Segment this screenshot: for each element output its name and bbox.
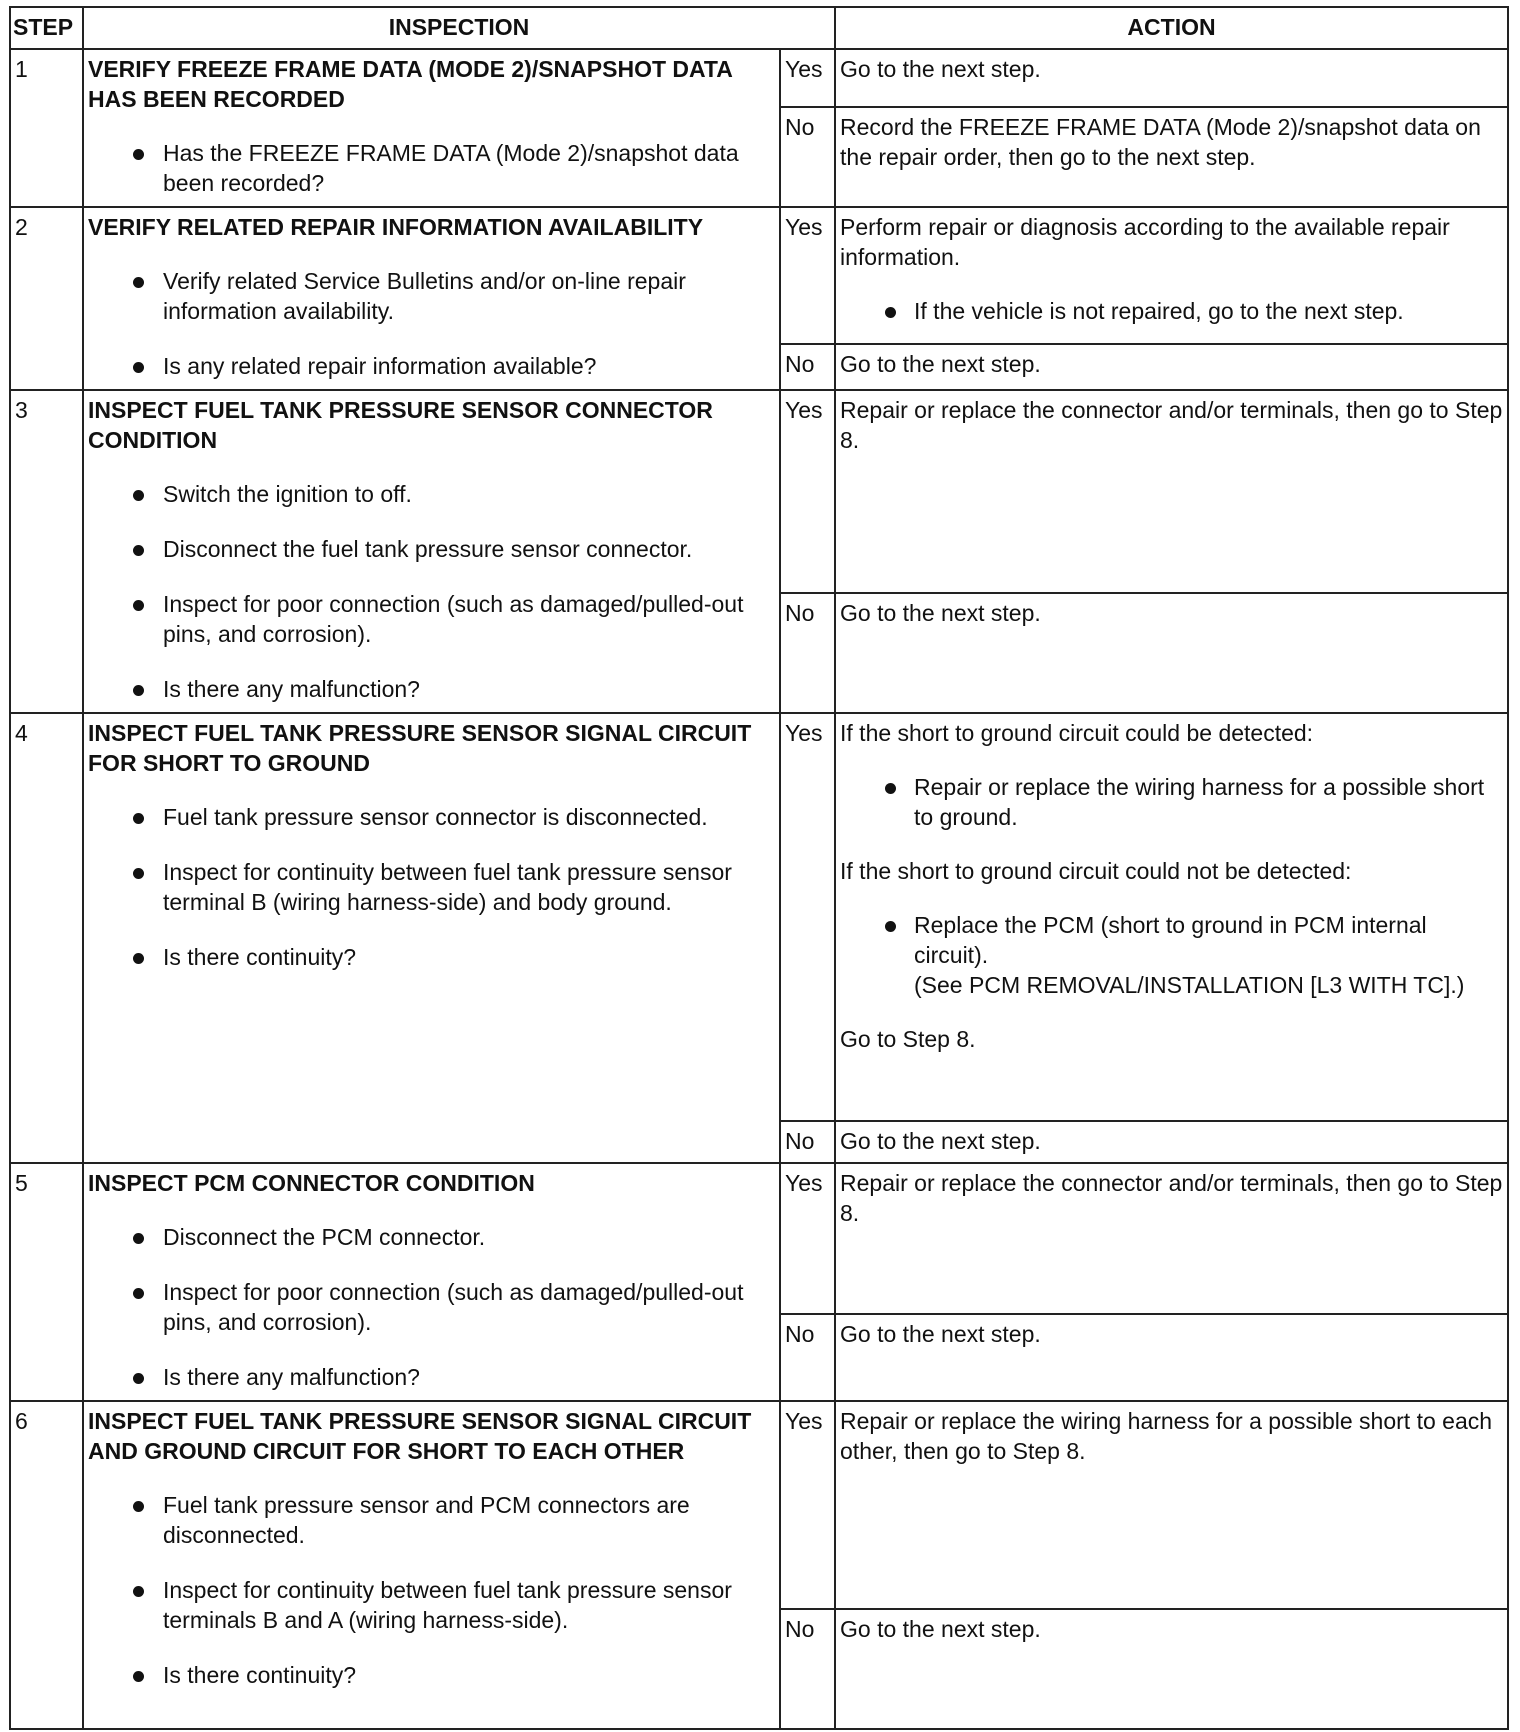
no-label: No xyxy=(780,344,835,390)
no-label: No xyxy=(780,107,835,207)
yes-action: Go to the next step. xyxy=(835,49,1508,107)
inspection-cell xyxy=(83,1401,780,1729)
yes-action: Repair or replace the wiring harness for a possible short to each other, then go to Step 8. xyxy=(835,1401,1508,1609)
no-action: Go to the next step. xyxy=(835,1314,1508,1401)
no-label: No xyxy=(780,1314,835,1401)
yes-action: Repair or replace the connector and/or terminals, then go to Step 8. xyxy=(835,390,1508,593)
header-inspection: INSPECTION xyxy=(83,7,835,49)
header-step: STEP xyxy=(10,7,83,49)
inspection-list xyxy=(88,1490,775,1690)
inspection-item: Fuel tank pressure sensor connector is disconnected. xyxy=(88,802,775,832)
no-action: Go to the next step. xyxy=(835,1609,1508,1729)
step-row xyxy=(10,1163,1508,1314)
inspection-list xyxy=(88,138,775,198)
inspection-item: Has the FREEZE FRAME DATA (Mode 2)/snapshot data been recorded? xyxy=(88,138,775,198)
inspection-item: Inspect for poor connection (such as damaged/pulled-out pins, and corrosion). xyxy=(88,589,775,649)
step-number: 2 xyxy=(10,207,83,390)
inspection-item: Inspect for continuity between fuel tank pressure sensor terminals B and A (wiring harness-side). xyxy=(88,1575,775,1635)
inspection-item: Is any related repair information available? xyxy=(88,351,775,381)
inspection-title: INSPECT PCM CONNECTOR CONDITION xyxy=(88,1170,535,1196)
no-label: No xyxy=(780,1121,835,1163)
yes-action xyxy=(835,713,1508,1121)
inspection-title: VERIFY RELATED REPAIR INFORMATION AVAILABILITY xyxy=(88,214,704,240)
yes-detected-text: If the short to ground circuit could be detected: xyxy=(840,720,1314,746)
yes-action: Repair or replace the connector and/or terminals, then go to Step 8. xyxy=(835,1163,1508,1314)
yes-action-item: If the vehicle is not repaired, go to the next step. xyxy=(840,296,1503,326)
inspection-list xyxy=(88,266,775,381)
step-number: 3 xyxy=(10,390,83,713)
inspection-cell xyxy=(83,1163,780,1401)
yes-not-detected-list xyxy=(840,910,1503,970)
inspection-list xyxy=(88,802,775,972)
inspection-item: Switch the ignition to off. xyxy=(88,479,775,509)
inspection-item: Fuel tank pressure sensor and PCM connectors are disconnected. xyxy=(88,1490,775,1550)
inspection-title: INSPECT FUEL TANK PRESSURE SENSOR CONNECTOR CONDITION xyxy=(88,397,713,453)
step-row xyxy=(10,1401,1508,1609)
inspection-cell xyxy=(83,207,780,390)
yes-detected-list xyxy=(840,772,1503,832)
header-action: ACTION xyxy=(835,7,1508,49)
yes-goto: Go to Step 8. xyxy=(840,1026,976,1052)
step-number: 6 xyxy=(10,1401,83,1729)
inspection-cell xyxy=(83,713,780,1163)
inspection-list xyxy=(88,1222,775,1392)
inspection-item: Verify related Service Bulletins and/or on-line repair information availability. xyxy=(88,266,775,326)
yes-label: Yes xyxy=(780,1163,835,1314)
step-number: 4 xyxy=(10,713,83,1163)
step-row xyxy=(10,49,1508,107)
inspection-item: Is there any malfunction? xyxy=(88,1362,775,1392)
header-row xyxy=(10,7,1508,49)
yes-action xyxy=(835,207,1508,344)
inspection-cell xyxy=(83,390,780,713)
no-label: No xyxy=(780,593,835,713)
inspection-item: Is there continuity? xyxy=(88,1660,775,1690)
yes-not-detected-text: If the short to ground circuit could not be detected: xyxy=(840,858,1352,884)
yes-label: Yes xyxy=(780,207,835,344)
inspection-item: Disconnect the fuel tank pressure sensor connector. xyxy=(88,534,775,564)
yes-detected-item: Repair or replace the wiring harness for a possible short to ground. xyxy=(840,772,1503,832)
inspection-item: Is there any malfunction? xyxy=(88,674,775,704)
inspection-item: Inspect for continuity between fuel tank pressure sensor terminal B (wiring harness-side) and body ground. xyxy=(88,857,775,917)
inspection-item: Inspect for poor connection (such as damaged/pulled-out pins, and corrosion). xyxy=(88,1277,775,1337)
yes-label: Yes xyxy=(780,49,835,107)
inspection-cell xyxy=(83,49,780,207)
yes-not-detected-item: Replace the PCM (short to ground in PCM internal circuit). xyxy=(840,910,1503,970)
no-action: Record the FREEZE FRAME DATA (Mode 2)/snapshot data on the repair order, then go to the next step. xyxy=(835,107,1508,207)
inspection-list xyxy=(88,479,775,704)
no-action: Go to the next step. xyxy=(835,344,1508,390)
yes-action-list xyxy=(840,296,1503,326)
step-number: 5 xyxy=(10,1163,83,1401)
yes-action-text: Perform repair or diagnosis according to the available repair information. xyxy=(840,214,1450,270)
yes-label: Yes xyxy=(780,713,835,1121)
yes-see-reference: (See PCM REMOVAL/INSTALLATION [L3 WITH TC].) xyxy=(914,972,1465,998)
step-row xyxy=(10,713,1508,1121)
step-row xyxy=(10,207,1508,344)
step-row xyxy=(10,390,1508,593)
diagnostic-table xyxy=(9,6,1509,1730)
no-action: Go to the next step. xyxy=(835,1121,1508,1163)
inspection-item: Is there continuity? xyxy=(88,942,775,972)
yes-label: Yes xyxy=(780,390,835,593)
inspection-title: VERIFY FREEZE FRAME DATA (MODE 2)/SNAPSHOT DATA HAS BEEN RECORDED xyxy=(88,56,733,112)
inspection-title: INSPECT FUEL TANK PRESSURE SENSOR SIGNAL CIRCUIT FOR SHORT TO GROUND xyxy=(88,720,752,776)
inspection-item: Disconnect the PCM connector. xyxy=(88,1222,775,1252)
inspection-title: INSPECT FUEL TANK PRESSURE SENSOR SIGNAL CIRCUIT AND GROUND CIRCUIT FOR SHORT TO EACH OTHER xyxy=(88,1408,752,1464)
yes-label: Yes xyxy=(780,1401,835,1609)
step-number: 1 xyxy=(10,49,83,207)
no-label: No xyxy=(780,1609,835,1729)
no-action: Go to the next step. xyxy=(835,593,1508,713)
